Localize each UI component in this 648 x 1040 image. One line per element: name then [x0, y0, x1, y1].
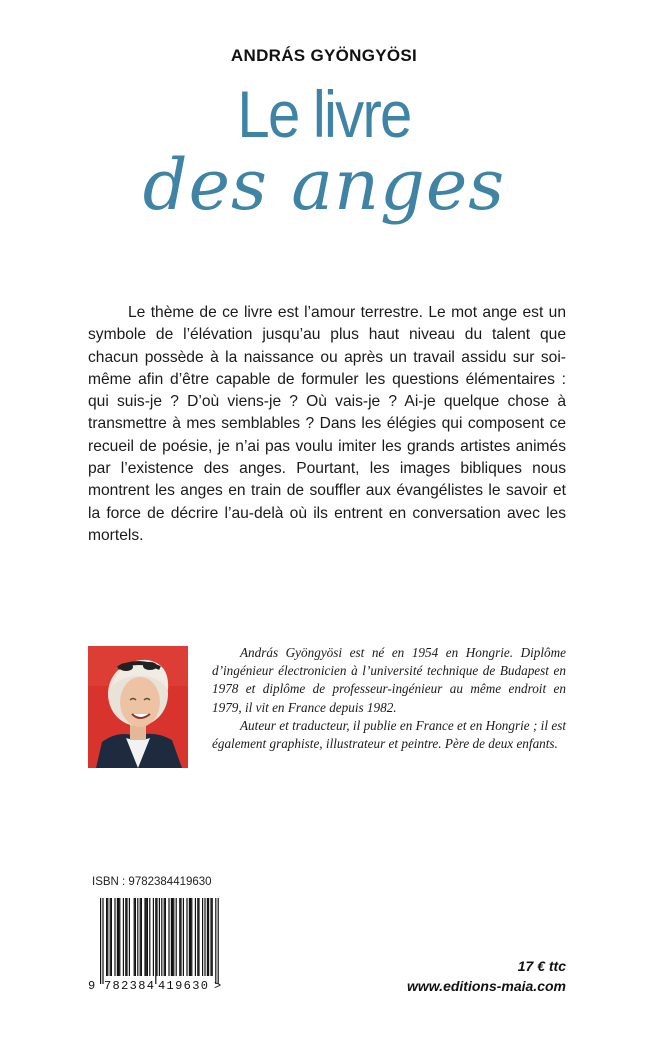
barcode-bar	[172, 898, 173, 976]
barcode-bar	[212, 898, 213, 976]
barcode-bar	[144, 898, 145, 976]
barcode-bar	[164, 898, 165, 976]
bio-paragraph-2: Auteur et traducteur, il publie en France et en Hongrie ; il est également graphiste, illustrateur et peintre. Père de deux enfants.	[212, 717, 566, 752]
barcode-bar	[198, 898, 199, 976]
barcode-bar	[155, 898, 156, 984]
barcode-bar	[107, 898, 108, 976]
barcode-bar	[106, 898, 107, 976]
publisher-website: www.editions-maia.com	[407, 978, 566, 994]
barcode-bar	[114, 898, 115, 976]
barcode-bar	[180, 898, 181, 976]
barcode-bar	[118, 898, 119, 976]
barcode-bar	[186, 898, 187, 976]
barcode-bar	[202, 898, 203, 976]
barcode-bar	[149, 898, 150, 976]
barcode-bar	[126, 898, 127, 976]
barcode-bar	[168, 898, 169, 976]
barcode-bar	[147, 898, 148, 976]
barcode-bar	[123, 898, 124, 976]
barcode-group-1: 782384	[104, 979, 154, 992]
barcode-bar	[140, 898, 141, 976]
barcode-bar	[183, 898, 184, 976]
barcode-bar	[176, 898, 177, 976]
barcode-bar	[141, 898, 142, 976]
barcode-suffix: >	[214, 979, 222, 992]
barcode-bar	[135, 898, 136, 976]
barcode-first-digit: 9	[88, 979, 96, 992]
barcode-bar	[195, 898, 196, 976]
barcode-bar	[117, 898, 118, 976]
barcode-bar	[110, 898, 111, 976]
barcode-bar	[190, 898, 191, 976]
barcode-bar	[134, 898, 135, 976]
barcode-bar	[197, 898, 198, 976]
barcode-bar	[125, 898, 126, 976]
barcode-bar	[119, 898, 120, 976]
barcode-bar	[189, 898, 190, 976]
barcode-bar	[171, 898, 172, 976]
author-photo	[88, 646, 188, 768]
barcode-bar	[102, 898, 103, 984]
barcode	[86, 896, 226, 992]
author-name: ANDRÁS GYÖNGYÖSI	[230, 46, 418, 65]
book-title-line1: Le livre	[237, 77, 411, 151]
author-bio	[212, 644, 566, 753]
barcode-bar	[111, 898, 112, 976]
book-description: Le thème de ce livre est l’amour terrestre. Le mot ange est un symbole de l’élévation jusqu’au plus haut niveau du talent que chacun possède à la naissance ou après un travail assidu sur soi-même afin d’être capable de formuler les questions élémentaires : qui suis-je ? D’où viens-je ? Où vais-je ? Ai-je quelque chose à transmettre à mes semblables ? Dans les élégies qui composent ce recueil de poésie, je n’ai pas voulu imiter les grands artistes animés par l’existence des anges. Pourtant, les images bibliques nous montrent les anges en train de souffler aux évangélistes le savoir et la force de décrire l’au-delà où ils entrent en conversation avec les mortels.	[88, 304, 566, 544]
barcode-bar	[191, 898, 192, 976]
barcode-bar	[208, 898, 209, 976]
book-title-line2: des anges	[142, 144, 506, 226]
barcode-bar	[173, 898, 174, 976]
barcode-bar	[159, 898, 160, 976]
barcode-bars	[100, 898, 219, 984]
barcode-bar	[218, 898, 219, 984]
barcode-bar	[215, 898, 216, 984]
barcode-bar	[137, 898, 138, 976]
barcode-bar	[153, 898, 154, 976]
barcode-bar	[161, 898, 162, 976]
price: 17 € ttc	[517, 958, 566, 974]
barcode-bar	[210, 898, 211, 976]
barcode-bar	[156, 898, 157, 976]
barcode-bar	[146, 898, 147, 976]
barcode-bar	[100, 898, 101, 984]
barcode-bar	[207, 898, 208, 976]
isbn-label: ISBN : 9782384419630	[92, 876, 212, 888]
bio-paragraph-1: András Gyöngyösi est né en 1954 en Hongrie. Diplôme d’ingénieur électronicien à l’université technique de Budapest en 1978 et diplôme de professeur-ingénieur au même endroit en 1979, il vit en France depuis 1982.	[212, 645, 566, 715]
barcode-bar	[179, 898, 180, 976]
barcode-group-2: 419630	[158, 979, 208, 992]
barcode-bar	[165, 898, 166, 976]
barcode-bar	[204, 898, 205, 976]
barcode-bar	[129, 898, 130, 976]
